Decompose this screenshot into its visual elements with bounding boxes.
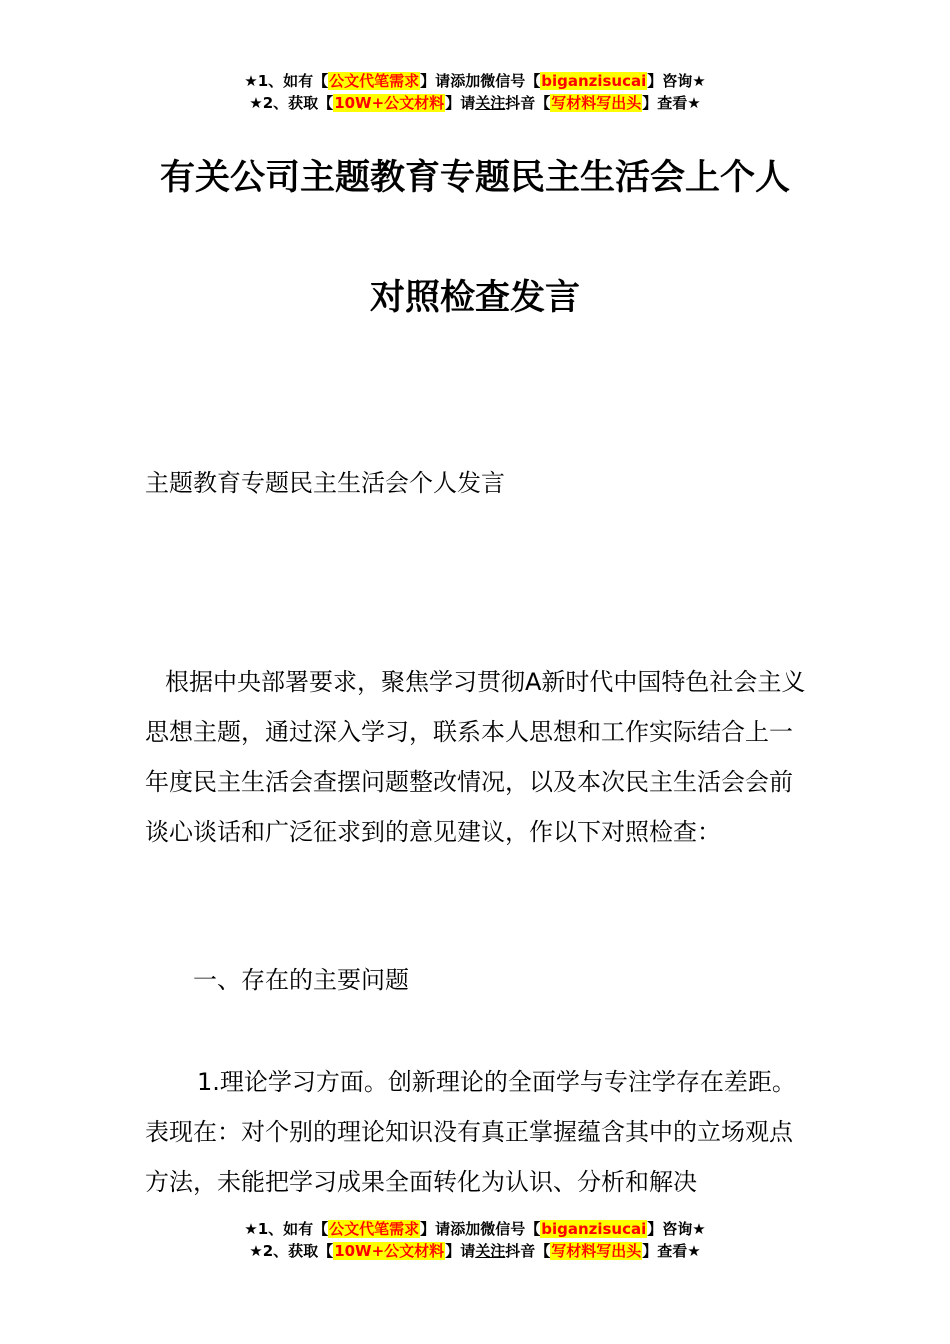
promo-text: 关注 — [475, 1242, 506, 1260]
promo-text: 关注 — [475, 94, 506, 112]
promo-highlight: 10W+公文材料 — [334, 94, 445, 112]
promo-douyin-id: 写材料写出头 — [551, 94, 642, 112]
promo-text: ★1、如有【 — [244, 1220, 329, 1238]
list-item-theory: 1.理论学习方面。创新理论的全面学与专注学存在差距。表现在：对个别的理论知识没有真正掌握蕴含其中的立场观点方法，未能把学习成果全面转化为认识、分析和解决 — [145, 1068, 796, 1196]
promo-text: 微信号【 — [480, 1220, 541, 1238]
promo-douyin-id: 写材料写出头 — [551, 1242, 642, 1260]
paragraph-intro: 根据中央部署要求，聚焦学习贯彻A新时代中国特色社会主义思想主题，通过深入学习，联系本人思想和工作实际结合上一年度民主生活会查摆问题整改情况，以及本次民主生活会会前谈心谈话和广泛征求到的意见建议，作以下对照检查： — [145, 668, 806, 846]
promo-text: 】查看★ — [642, 1242, 701, 1260]
promo-highlight: 10W+公文材料 — [334, 1242, 445, 1260]
promo-text: 抖音【 — [505, 1242, 551, 1260]
promo-text: 】咨询★ — [647, 1220, 706, 1238]
promo-highlight: 公文代笔需求 — [329, 1220, 420, 1238]
subtitle: 主题教育专题民主生活会个人发言 — [145, 469, 505, 497]
promo-text: ★2、获取【 — [249, 1242, 334, 1260]
promo-text: 】咨询★ — [647, 72, 706, 90]
promo-wechat-id: biganzisucai — [541, 1220, 647, 1238]
page-title-line-1: 有关公司主题教育专题民主生活会上个人 — [159, 158, 790, 198]
promo-text: 】请 — [445, 1242, 476, 1260]
promo-text: 】请 — [420, 72, 451, 90]
footer-promo — [0, 1218, 950, 1262]
promo-text: 】请 — [420, 1220, 451, 1238]
page-title-line-2: 对照检查发言 — [369, 278, 580, 318]
promo-text: 添加 — [450, 1220, 481, 1238]
promo-highlight: 公文代笔需求 — [329, 72, 420, 90]
promo-text: 】请 — [445, 94, 476, 112]
promo-text: 抖音【 — [505, 94, 551, 112]
promo-text: ★2、获取【 — [249, 94, 334, 112]
promo-line-1 — [0, 1218, 950, 1240]
promo-text: 添加 — [450, 72, 481, 90]
promo-text: 微信号【 — [480, 72, 541, 90]
promo-text: ★1、如有【 — [244, 72, 329, 90]
section-heading: 一、存在的主要问题 — [193, 966, 409, 994]
promo-line-2 — [0, 1240, 950, 1262]
promo-line-1 — [0, 70, 950, 92]
promo-text: 】查看★ — [642, 94, 701, 112]
promo-wechat-id: biganzisucai — [541, 72, 647, 90]
header-promo — [0, 70, 950, 114]
promo-line-2 — [0, 92, 950, 114]
